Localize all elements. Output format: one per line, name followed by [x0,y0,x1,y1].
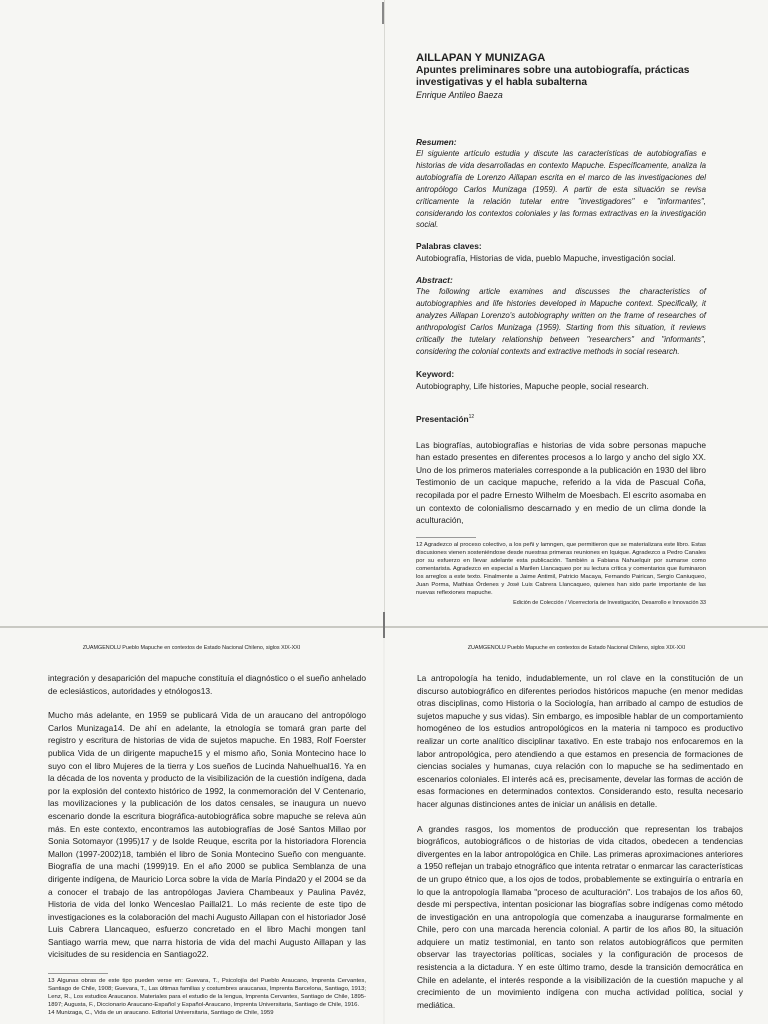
footnote-rule [48,973,108,974]
abstract-label: Abstract: [416,275,453,286]
palabras-label: Palabras claves: [416,241,482,252]
abstract-text: The following article examines and discusses the characteristics of autobiographies and life histories developed in Mapuche context. Specifically, it analyzes Aillapan Lorenzo's autobiography written on the frame of researches of anthropologist Carlos Munizaga (1959). Starting from this situation, it reviews critically the tutelary relationship between "researchers" and "informants", considering the colonial contexts and extractive methods in social research. [416,287,706,356]
bottom-left-page [0,628,383,1024]
left-paragraph-2: Mucho más adelante, en 1959 se publicará Vida de un araucano del antropólogo Carlos Munizaga14. De ahí en adelante, la etnología se tomará gran parte del registro y escritura de historias de vida de sujetos mapuche. En 1983, Rolf Foerster publica Vida de un dirigente mapuche15 y el mismo año, Sonia Montecino hace lo suyo con el libro Mujeres de la tierra y Los sueños de Lucinda Nahuelhual16. Ya en la década de los noventa y producto de la visibilización de la cuestión indígena, dada por la explosión del contexto histórico de 1992, la conmemoración del V Centenario, las movilizaciones y la publicación de los datos censales, se inaugura un nuevo escenario donde la escritura biográfica-autobiográfica sobre mapuche se releva aún más. En este contexto, encontramos las autobiografías de José Santos Millao por Sonia Sotomayor (1995)17 y de Isolde Reuque, escrita por la historiadora Florencia Mallon (1997-2002)18, también el libro de Sonia Montecino Sueño con menguante. Biografía de una machi (1999)19. En el año 2000 se publica Semblanza de una dirigente indígena, de Mauricio Lorca sobre la vida de María Pinda20 y el 2004 se da a conocer el trabajo de las antropólogas Javiera Chambeaux y Paulina Pavéz, Historia de vida del lonko Wenceslao Paillal21. Lo más reciente de este tipo de investigaciones es la colaboración del machi Augusto Aillapan con el historiador José Luis Cabrera Llancaqueo, esfuerzo concretado en el libro Machi mongen tanI Santiago warria mew, que narra historia de vida del machi Augusto Aillapan y las vicisitudes de su residencia en Santiago22. [48,710,366,960]
resumen-text: El siguiente artículo estudia y discute las características de autobiografías e historias de vida desarrolladas en contexto Mapuche. Específicamente, analiza la autobiografía de Lorenzo Aillapan escrita en el marco de las investigaciones del antropólogo Carlos Munizaga (1959). A partir de esta situación se revisa críticamente la relación tutelar entre "investigadores" e "informantes", considerando los contextos coloniales y las formas extractivas en la investigación social. [416,149,706,230]
article-column [416,52,706,597]
page-footer: Edición de Colección / Vicerrectoría de Investigación, Desarrollo e Innovación 33 [513,600,706,606]
resumen-label: Resumen: [416,137,457,147]
article-author: Enrique Antileo Baeza [416,90,503,100]
footnote-14: 14 Munizaga, C., Vida de un araucano. Editorial Universitaria, Santiago de Chile, 1959 [48,1010,274,1017]
presentacion-footnote-ref: 12 [468,413,475,420]
article-title: AILLAPAN Y MUNIZAGA [416,52,546,64]
keyword-text: Autobiography, Life histories, Mapuche people, social research. [416,380,649,391]
footnote-rule [416,537,476,538]
bottom-right-page [385,628,768,1024]
page-gutter [384,0,385,626]
footnote-12: 12 Agradezco al proceso colectivo, a los peñi y lamngen, que permitieron que se materializara este libro. Estas discusiones vienen sosteniéndose desde nuestras primeras reuniones en Iquique. Agradezco a Pedro Canales por su esfuerzo en llevar adelante esta publicación. También a Fabiana Nahuelquir por sumarse como comentarista. Agradezco en especial a Marilen Llancaqueo por su lectura crítica y comentarios que iluminaron los arreglos a este texto. Finalmente a Jaime Antimil, Patricio Macaya, Fernando Pairican, Sergio Caniuqueo, Juan Porma, Mathias Órdenes y José Luis Cabrera Llancaqueo, quienes han sido parte importante de las nuevas reflexiones mapuche. [416,541,706,597]
running-head: ZUAMGENOLU Pueblo Mapuche en contextos de Estado Nacional Chileno, siglos XIX-XXI [82,645,301,651]
right-paragraph-1: La antropología ha tenido, indudablemente, un rol clave en la constitución de un discurso autobiográfico en diferentes periodos históricos mapuche (en menor medidas otras disciplinas, como Historia o la Sociología, han arribado al campo de estudios de sujetos mapuche y sus vidas). Sin embargo, es imposible hablar de un comportamiento homogéneo de los estudios antropológicos en la materia ni tampoco es productivo realizar un corte analítico disciplinar taxativo. En este trabajo nos enfocaremos en la labor antropológica, pero atendiendo a que estamos en presencia de formaciones de ciencias sociales y humanas, cuya relación con lo mapuche se ha sedimentado en escenarios coloniales. El interés acá es, precisamente, develar las formas de acción de esas formaciones en determinados contextos. Considerando esto, resulta necesario hacer algunas distinciones antes de iniciar un análisis en detalle. [417,673,743,809]
presentacion-heading [416,412,706,425]
left-text-column [48,672,366,1018]
palabras-text: Autobiografía, Historias de vida, pueblo Mapuche, investigación social. [416,253,676,264]
left-paragraph-1: integración y desaparición del mapuche constituía el diagnóstico o el sueño anhelado de eclesiásticos, autoridades y etnólogos13. [48,673,366,696]
running-head: ZUAMGENOLU Pueblo Mapuche en contextos de Estado Nacional Chileno, siglos XIX-XXI [467,645,686,651]
right-paragraph-2: A grandes rasgos, los momentos de producción que representan los trabajos biográficos, autobiográficos o de historias de vida citados, obedecen a tendencias divergentes en la labor antropológica en Chile. Las primeras aproximaciones anteriores a 1950 reflejan un trabajo etnográfico que intenta retratar o enmarcar las características de un grupo étnico que, a los ojos de todos, probablemente se extinguiría o entraría en lo que la antropología llamaba "proceso de aculturación". Los trabajos de los años 60, desde mi perspectiva, intentan posicionar las biografías sobre indígenas como método de investigación en una antropología que comenzaba a inaugurarse formalmente en Chile, pero con una marcada herencia colonial. A partir de los años 80, la situación adquiere un matiz testimonial, en tanto son relatos autobiográficos que permiten observar las trayectorias políticas, sociales y la configuración de procesos de resistencia a la dictadura. Y en este último tramo, desde la transición democrática en Chile en adelante, el interés responde a la visibilización de la cuestión mapuche y al crecimiento de un movimiento indígena con mucha actividad política, social y mediática. [417,823,743,1010]
footnote-13: 13 Algunas obras de este tipo pueden verse en: Guevara, T., Psicolojía del Pueblo Araucano, Imprenta Cervantes, Santiago de Chile, 1908; Guevara, T., Las últimas familias y costumbres araucanas, Imprenta Barcelona, Santiago, 1913; Lenz, R., Los estudios Araucanos. Materiales para el estudio de la lengua, Imprenta Cervantes, Santiago de Chile, 1895-1897; Augusta, F., Diccionario Araucano-Español y Español-Araucano, Imprenta Universitaria, Santiago de Chile, 1916. [48,978,366,1009]
right-text-column [417,672,743,1011]
presentacion-text: Las biografías, autobiografías e historias de vida sobre personas mapuche han estado presentes en diferentes procesos a lo largo y ancho del siglo XX. Uno de los primeros materiales corresponde a la publicación en 1930 del libro Testimonio de un cacique mapuche, referido a la vida de Pascual Coña, recopilada por el padre Ernesto Wilhelm de Moesbach. El escrito asomaba en un contexto de colonialismo descarnado y en medio de un clima donde la aculturación, [416,439,706,526]
presentacion-label: Presentación [416,413,469,424]
keyword-label: Keyword: [416,368,455,379]
article-subtitle: Apuntes preliminares sobre una autobiografía, prácticas investigativas y el habla subalterna [416,65,690,88]
